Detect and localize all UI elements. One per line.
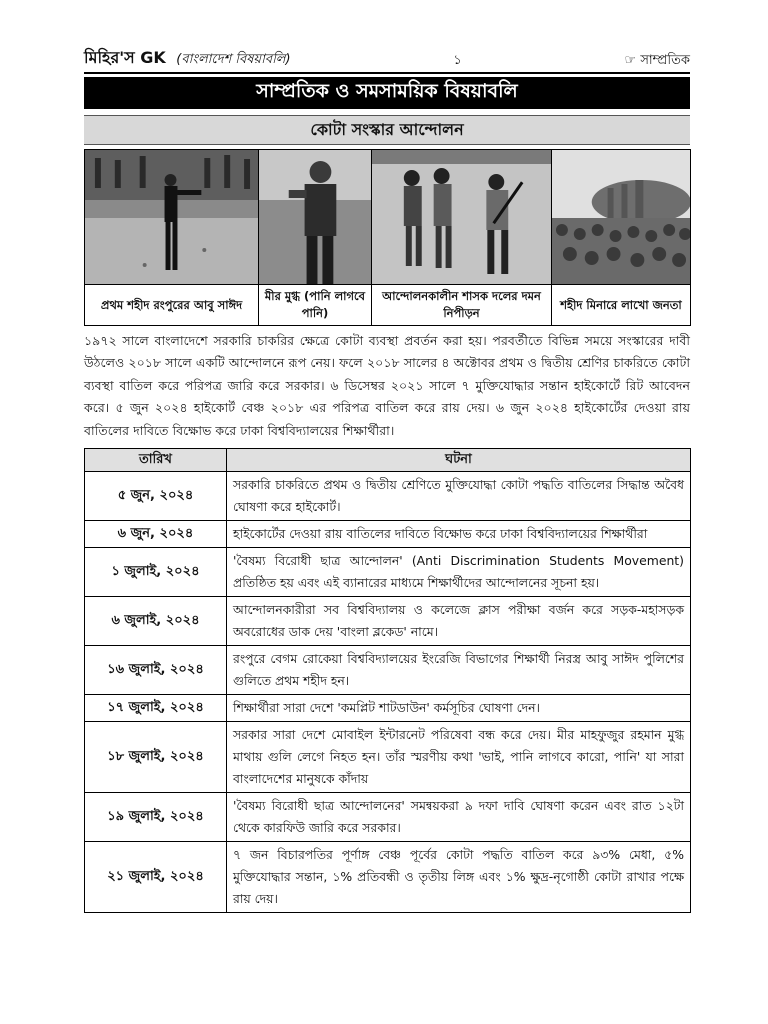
page-header (84, 44, 690, 74)
row-event: শিক্ষার্থীরা সারা দেশে 'কমপ্লিট শাটডাউন' কর্মসূচির ঘোষণা দেন। (227, 695, 691, 722)
table-header-row (85, 449, 691, 472)
column-header-date: তারিখ (85, 449, 227, 472)
photo-caption-cell (552, 285, 691, 326)
photo-caption: শহীদ মিনারে লাখো জনতা (560, 297, 682, 312)
photo-cell (552, 150, 691, 285)
row-date: ১ জুলাই, ২০২৪ (85, 548, 227, 597)
row-date: ১৯ জুলাই, ২০২৪ (85, 793, 227, 842)
photo-repression (372, 150, 551, 284)
row-date: ১৭ জুলাই, ২০২৪ (85, 695, 227, 722)
row-event: রংপুরে বেগম রোকেয়া বিশ্ববিদ্যালয়ের ইংরেজি বিভাগের শিক্ষার্থী নিরস্ত্র আবু সাঈদ পুলিশের গুলিতে প্রথম শহীদ হন। (227, 646, 691, 695)
table-row (85, 722, 691, 793)
photo-abu-sayed-image (85, 150, 258, 284)
photo-caption: মীর মুগ্ধ (পানি লাগবে পানি) (264, 289, 366, 320)
main-title: সাম্প্রতিক ও সমসাময়িক বিষয়াবলি (84, 77, 690, 109)
photo-cell (85, 150, 259, 285)
table-row (85, 472, 691, 521)
photo-cell (372, 150, 552, 285)
document-page (84, 44, 690, 913)
photo-caption: আন্দোলনকালীন শাসক দলের দমন নিপীড়ন (382, 289, 541, 320)
row-event: ৭ জন বিচারপতির পূর্ণাঙ্গ বেঞ্চ পূর্বের কোটা পদ্ধতি বাতিল করে ৯৩% মেধা, ৫% মুক্তিযোদ্ধার সন্তান, ১% প্রতিবন্ধী ও তৃতীয় লিঙ্গ এবং ১% ক্ষুদ্র-নৃগোষ্ঠী কোটা রাখার পক্ষে রায় দেয়। (227, 842, 691, 913)
row-date: ৬ জুলাই, ২০২৪ (85, 597, 227, 646)
page-number: ১ (453, 53, 462, 68)
header-left (84, 45, 291, 72)
photo-shaheed-minar (552, 150, 690, 284)
row-date: ১৮ জুলাই, ২০২৪ (85, 722, 227, 793)
header-book-title: (বাংলাদেশ বিষয়াবলি) (176, 52, 291, 67)
row-event: হাইকোর্টের দেওয়া রায় বাতিলের দাবিতে বিক্ষোভ করে ঢাকা বিশ্ববিদ্যালয়ের শিক্ষার্থীরা (227, 521, 691, 548)
photo-cell (259, 150, 372, 285)
row-date: ২১ জুলাই, ২০২৪ (85, 842, 227, 913)
table-row (85, 842, 691, 913)
photo-mir-mugdho-image (259, 150, 371, 284)
table-row (85, 793, 691, 842)
photo-caption-cell (372, 285, 552, 326)
row-event: সরকারি চাকরিতে প্রথম ও দ্বিতীয় শ্রেণিতে মুক্তিযোদ্ধা কোটা পদ্ধতি বাতিলের সিদ্ধান্ত অবৈধ ঘোষণা করে হাইকোর্ট। (227, 472, 691, 521)
row-event: আন্দোলনকারীরা সব বিশ্ববিদ্যালয় ও কলেজে ক্লাস পরীক্ষা বর্জন করে সড়ক-মহাসড়ক অবরোধের ডাক দেয় 'বাংলা ব্লকেড' নামে। (227, 597, 691, 646)
table-row (85, 695, 691, 722)
header-brand: মিহির'স GK (84, 48, 166, 67)
row-date: ৬ জুন, ২০২৪ (85, 521, 227, 548)
row-event: 'বৈষম্য বিরোধী ছাত্র আন্দোলনের' সমন্বয়করা ৯ দফা দাবি ঘোষণা করেন এবং রাত ১২টা থেকে কারফিউ জারি করে সরকার। (227, 793, 691, 842)
row-date: ৫ জুন, ২০২৪ (85, 472, 227, 521)
row-event: 'বৈষম্য বিরোধী ছাত্র আন্দোলন' (Anti Discrimination Students Movement) প্রতিষ্ঠিত হয় এবং এই ব্যানারের মাধ্যমে শিক্ষার্থীদের আন্দোলনের সূচনা হয়। (227, 548, 691, 597)
row-event: সরকার সারা দেশে মোবাইল ইন্টারনেট পরিষেবা বন্ধ করে দেয়। মীর মাহফুজুর রহমান মুগ্ধ মাথায় গুলি লেগে নিহত হন। তাঁর স্মরণীয় কথা 'ভাই, পানি লাগবে কারো, পানি' যা সারা বাংলাদেশের মানুষকে কাঁদায় (227, 722, 691, 793)
row-date: ১৬ জুলাই, ২০২৪ (85, 646, 227, 695)
photo-caption-cell (85, 285, 259, 326)
table-row (85, 597, 691, 646)
photo-strip (84, 149, 691, 326)
table-row (85, 646, 691, 695)
photo-abu-sayed (85, 150, 258, 284)
photo-caption-cell (259, 285, 372, 326)
table-row (85, 521, 691, 548)
table-row (85, 548, 691, 597)
events-table (84, 448, 691, 913)
column-header-event: ঘটনা (227, 449, 691, 472)
intro-paragraph: ১৯৭২ সালে বাংলাদেশে সরকারি চাকরির ক্ষেত্রে কোটা ব্যবস্থা প্রবর্তন করা হয়। পরবর্তীতে বিভিন্ন সময়ে সংস্কারের দাবী উঠলেও ২০১৮ সালে একটি আন্দোলনে রূপ নেয়। ফলে ২০১৮ সালের ৪ অক্টোবর প্রথম ও দ্বিতীয় শ্রেণির চাকরিতে কোটা ব্যবস্থা বাতিল করে পরিপত্র জারি করে সরকার। ৬ ডিসেম্বর ২০২১ সালে ৭ মুক্তিযোদ্ধার সন্তান হাইকোর্টে রিট আবেদন করে। ৫ জুন ২০২৪ হাইকোর্ট বেঞ্চ ২০১৮ এর পরিপত্র বাতিল করে রায় দেয়। ৬ জুন ২০২৪ হাইকোর্টের দেওয়া রায় বাতিলের দাবিতে বিক্ষোভ করে ঢাকা বিশ্ববিদ্যালয়ের শিক্ষার্থীরা। (84, 333, 690, 438)
header-section-label: সাম্প্রতিক (640, 53, 690, 68)
topic-title: কোটা সংস্কার আন্দোলন (84, 115, 690, 145)
photo-mir-mugdho (259, 150, 371, 284)
header-section: ☞ সাম্প্রতিক (624, 53, 690, 68)
photo-caption: প্রথম শহীদ রংপুরের আবু সাঈদ (100, 297, 243, 312)
photo-shaheed-minar-image (552, 150, 690, 284)
photo-repression-image (372, 150, 551, 284)
